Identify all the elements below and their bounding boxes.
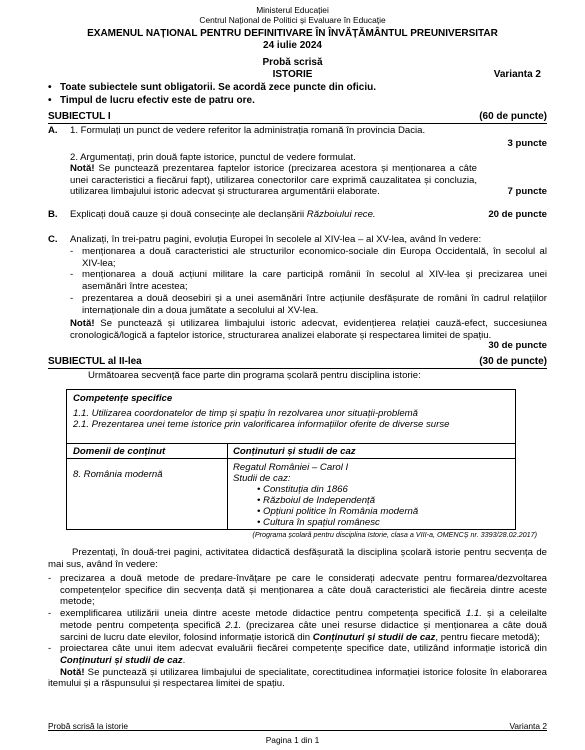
part-c (48, 234, 547, 352)
section-1-points: (60 de puncte) (479, 111, 547, 122)
competence-item: 1.1. Utilizarea coordonatelor de timp și spațiu în rezolvarea unor situații-problemă (73, 407, 419, 419)
center-name: Centrul Național de Politici și Evaluare în Educație (199, 15, 386, 25)
part-b-text: Explicați două cauze și două consecințe ale declanșării (70, 209, 307, 220)
part-b-points: 20 de puncte (488, 209, 547, 220)
case-item-label: Cultura în spațiul românesc (263, 517, 380, 528)
section-1-heading (48, 111, 547, 124)
part-a-note (70, 163, 477, 198)
competences-cell (67, 390, 515, 444)
part-c-note (70, 318, 547, 341)
content-title: Regatul României – Carol I (233, 462, 349, 473)
part-c-list (70, 246, 547, 316)
part-a (48, 125, 547, 200)
case-item: • Războiul de Independență (257, 495, 376, 506)
exam-title: EXAMENUL NAȚIONAL PENTRU DEFINITIVARE ÎN ÎNVĂȚĂMÂNTUL PREUNIVERSITAR (87, 28, 498, 39)
ministry-name: Ministerul Educației (256, 5, 329, 15)
footer-left: Probă scrisă la istorie (48, 721, 129, 731)
part-c-points: 30 de puncte (488, 340, 547, 351)
footer-right: Varianta 2 (509, 721, 547, 731)
note-label: Notă! (60, 666, 85, 678)
content-cell (233, 462, 418, 528)
note-label: Notă! (70, 163, 95, 174)
part-a-q1-points: 3 puncte (507, 138, 547, 149)
section-2-intro: Următoarea secvență face parte din programa școlară pentru disciplina istorie: (88, 370, 421, 381)
task-text: 1.1. (465, 608, 482, 620)
section-2-heading (48, 356, 547, 369)
case-item: • Cultura în spațiul românesc (257, 517, 380, 528)
col-domain-header: Domenii de conținut (67, 444, 227, 459)
case-item-label: Constituția din 1866 (263, 484, 348, 495)
list-item: - menționarea a două caracteristici ale structurilor economico-sociale din Europa Occidentală, în secolul al XIV-lea; (70, 246, 547, 269)
part-a-q1: 1. Formulați un punct de vedere referitor la administrația romană în provincia Dacia. (70, 125, 426, 136)
col-content-header: Conținuturi și studii de caz (227, 444, 515, 459)
note-text: Se punctează și utilizarea limbajului istoric adecvat, evidențierea relației cauză-efect, succesiunea cronologică/logică a faptelor istorice, structurarea analizei elaborate și respectarea limitei de spațiu. (70, 318, 547, 341)
case-item: • Opțiuni politice în România modernă (257, 506, 419, 517)
exam-title-block (0, 28, 585, 52)
curriculum-table (66, 389, 516, 530)
case-item-label: Războiul de Independență (263, 495, 376, 506)
note-text: Se punctează și utilizarea limbajului de specialitate, corectitudinea informației istorice folosite în elaborarea itemului și a răspunsului și respectarea limitei de spațiu. (48, 666, 547, 690)
section-2-title: SUBIECTUL al II-lea (48, 356, 142, 367)
instructions-list (48, 81, 548, 107)
task-text: , pentru fiecare metodă); (435, 631, 540, 643)
note-label: Notă! (70, 318, 95, 329)
task-item (48, 643, 547, 666)
task-text: Conținuturi și studii de caz (312, 631, 436, 643)
part-a-label: A. (48, 125, 58, 136)
task-intro: Prezentați, în două-trei pagini, activitatea didactică desfășurată la disciplina școlară istorie pentru secvența de mai sus, având în vedere: (48, 547, 547, 570)
section-2-note (48, 667, 547, 690)
task-item: - precizarea a două metode de predare-învățare pe care le considerați adecvate pentru formarea/dezvoltarea competențelor specifice din secvența dată și menționarea a câte două caracteristici ale fiecăreia dintre aceste metode; (48, 573, 547, 608)
task-list (48, 573, 547, 690)
variant-label: Varianta 2 (493, 69, 541, 80)
task-text: Conținuturi și studii de caz (60, 654, 183, 666)
task-text: proiectarea câte unui item adecvat evaluării fiecărei competențe specifice date, utilizând informație istorică din (60, 643, 547, 655)
section-2-points: (30 de puncte) (479, 356, 547, 367)
competence-item: 2.1. Prezentarea unei teme istorice prin valorificarea informațiilor oferite de diverse surse (73, 419, 450, 431)
list-item: - prezentarea a două deosebiri și a unei asemănări între acțiunile desfășurate de români în cadrul relațiilor internaționale din a doua jumătate a secolului al XV-lea. (70, 293, 547, 316)
task-text: și a celeilalte metode pentru competența specifică (60, 608, 547, 631)
list-item: - menționarea a două acțiuni militare la care participă românii în secolul al XIV-lea și precizarea unei asemănări între acestea; (70, 269, 547, 292)
task-item (48, 608, 547, 643)
case-studies-label: Studii de caz: (233, 473, 291, 484)
part-b (48, 209, 547, 223)
instruction-item: • Toate subiectele sunt obligatorii. Se acordă zece puncte din oficiu. (48, 81, 548, 94)
part-b-text-italic: Războiului rece. (306, 209, 376, 220)
note-text: Se punctează prezentarea faptelor istorice (precizarea acestora și menționarea a câte unei caracteristici a fiecărui fapt), utilizarea conectorilor care exprimă cauzalitatea și concluzia, utilizarea limbajului istoric adecvat și structurarea argumentării elaborate. (70, 163, 477, 198)
part-a-q2: 2. Argumentați, prin două fapte istorice, punctul de vedere formulat. (70, 152, 356, 163)
task-text: 2.1. (225, 619, 242, 631)
task-text: (precizarea câte unei resurse didactice și menționarea a câte două sarcini de lucru date elevilor, folosind informație istorică din (60, 619, 548, 643)
part-b-label: B. (48, 209, 58, 220)
exam-date: 24 iulie 2024 (263, 40, 322, 51)
domain-cell: 8. România modernă (73, 469, 163, 480)
task-text: exemplificarea utilizării uneia dintre aceste metode didactice pentru competența specifică (60, 608, 466, 620)
page-number: Pagina 1 din 1 (265, 735, 320, 745)
task-text: . (182, 654, 186, 666)
case-list (233, 484, 418, 528)
source-citation: (Programa școlară pentru disciplina Istorie, clasa a VIII-a, OMENCȘ nr. 3393/28.02.2017) (252, 530, 537, 539)
probe-type: Probă scrisă (262, 57, 323, 68)
case-item-label: Opțiuni politice în România modernă (263, 506, 419, 517)
part-c-intro: Analizați, în trei-patru pagini, evoluția Europei în secolele al XIV-lea – al XV-lea, având în vedere: (70, 234, 482, 245)
subject-name: ISTORIE (272, 69, 313, 80)
page-header (0, 5, 585, 25)
part-c-label: C. (48, 234, 58, 245)
table-divider (227, 444, 228, 529)
case-item: • Constituția din 1866 (257, 484, 348, 495)
part-a-q2-points: 7 puncte (507, 186, 547, 197)
section-1-title: SUBIECTUL I (48, 111, 111, 122)
instruction-item: • Timpul de lucru efectiv este de patru ore. (48, 94, 548, 107)
part-b-question (70, 209, 457, 221)
competences-title: Competențe specifice (73, 393, 173, 404)
